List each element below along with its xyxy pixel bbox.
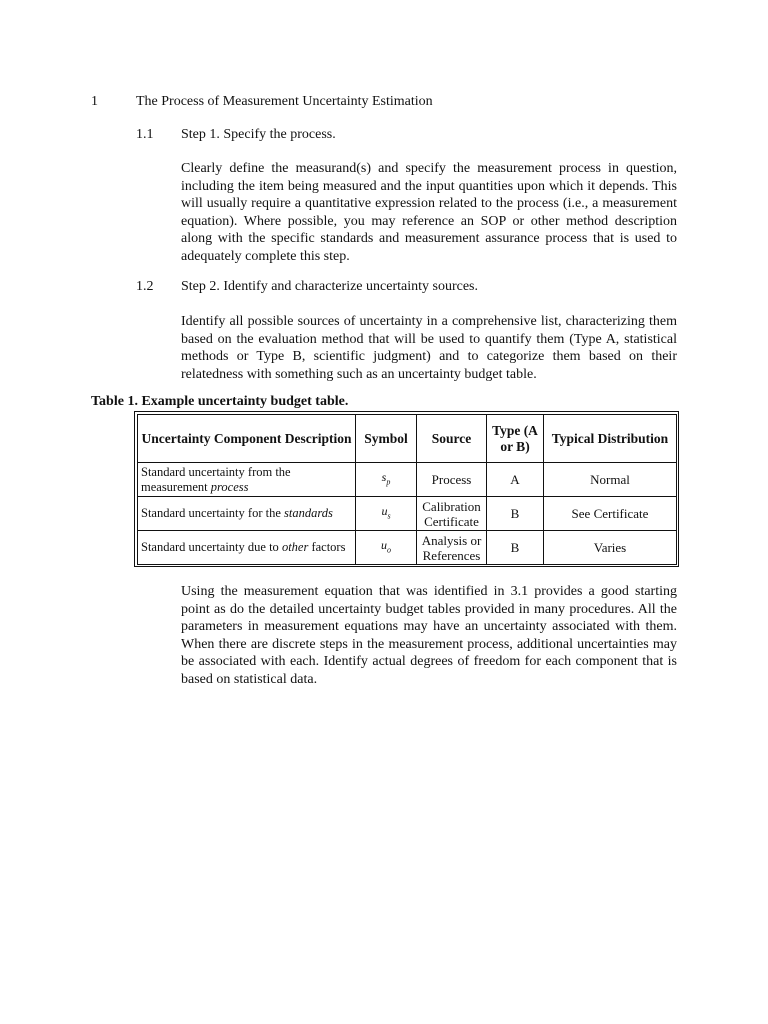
header-source: Source [417, 415, 487, 463]
table-row [138, 531, 677, 565]
step2-paragraph: Identify all possible sources of uncertainty in a comprehensive list, characterizing them based on the evaluation method that will be used to quantify them (Type A, statistical methods or Type B, scientific judgment) and to categorize them based on their relatedness with something such as an uncertainty budget table. [181, 314, 677, 382]
header-distribution: Typical Distribution [544, 415, 677, 463]
row-type: A [487, 463, 544, 497]
row-type: B [487, 497, 544, 531]
step2-title: Step 2. Identify and characterize uncertainty sources. [181, 279, 478, 294]
row-source: Process [417, 463, 487, 497]
row-type: B [487, 531, 544, 565]
row-description: Standard uncertainty due to other factors [138, 531, 356, 565]
table-header-row [138, 415, 677, 463]
row-description: Standard uncertainty for the standards [138, 497, 356, 531]
header-type: Type (A or B) [487, 415, 544, 463]
step1-paragraph: Clearly define the measurand(s) and specify the measurement process in question, including the item being measured and the input quantities upon which it depends. This will usually require a quantitative expression related to the process (i.e., a measurement equation). Where possible, you may reference an SOP or other method description along with the specific standards and measurement assurance process that is used to adequately complete this step. [181, 161, 677, 264]
table-row [138, 497, 677, 531]
step1-title: Step 1. Specify the process. [181, 127, 336, 142]
row-distribution: Normal [544, 463, 677, 497]
step2-number: 1.2 [136, 279, 154, 294]
header-component: Uncertainty Component Description [138, 415, 356, 463]
row-symbol: $u_o$ [356, 531, 417, 565]
closing-paragraph: Using the measurement equation that was identified in 3.1 provides a good starting point as do the detailed uncertainty budget tables provided in many procedures. All the parameters in measurement equations may have an uncertainty associated with them. When there are discrete steps in the measurement process, additional uncertainties may be associated with each. Identify actual degrees of freedom for each component that is based on statistical data. [181, 584, 677, 687]
row-distribution: See Certificate [544, 497, 677, 531]
header-symbol: Symbol [356, 415, 417, 463]
row-distribution: Varies [544, 531, 677, 565]
row-symbol: $u_s$ [356, 497, 417, 531]
row-description: Standard uncertainty from the measurement process [138, 463, 356, 497]
row-symbol: $s_p$ [356, 463, 417, 497]
step1-number: 1.1 [136, 127, 154, 142]
table-row [138, 463, 677, 497]
uncertainty-budget-table [134, 411, 679, 567]
section-title: The Process of Measurement Uncertainty Estimation [136, 94, 433, 109]
row-source: Analysis or References [417, 531, 487, 565]
row-source: Calibration Certificate [417, 497, 487, 531]
section-number: 1 [91, 94, 98, 109]
table-caption: Table 1. Example uncertainty budget table. [91, 394, 349, 409]
